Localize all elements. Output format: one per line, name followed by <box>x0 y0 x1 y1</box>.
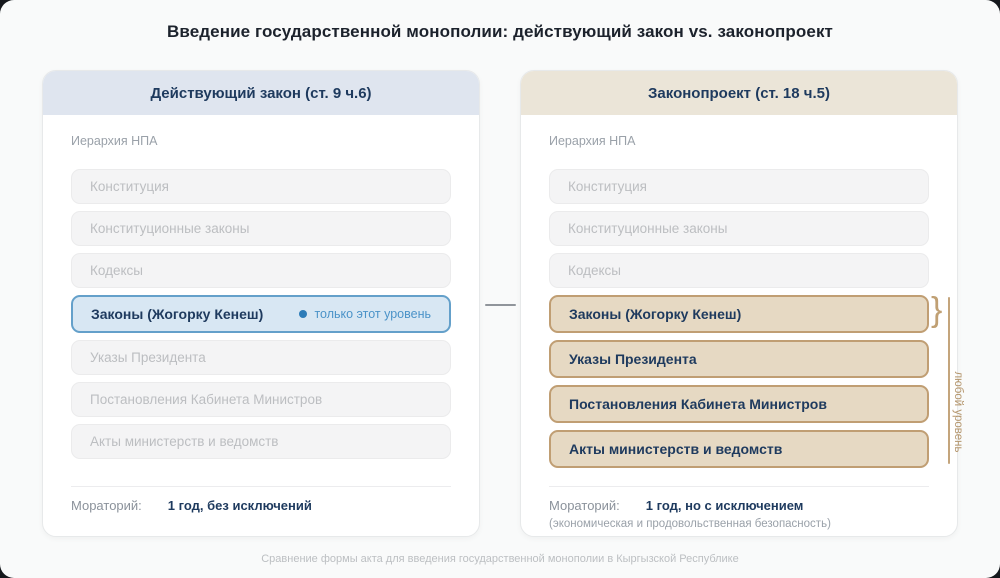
list-item-label: Конституционные законы <box>568 221 728 236</box>
list-item-ministry-acts-highlighted <box>549 430 929 468</box>
list-item-constitutional-laws <box>71 211 451 246</box>
list-item-label: Конституционные законы <box>90 221 250 236</box>
moratorium-note: (экономическая и продовольственная безопасность) <box>549 518 831 530</box>
list-item-codes <box>549 253 929 288</box>
any-level-label: любой уровень <box>952 371 964 453</box>
hierarchy-label: Иерархия НПА <box>549 134 636 148</box>
list-item-label: Акты министерств и ведомств <box>90 434 279 449</box>
moratorium-value: 1 год, но с исключением <box>645 498 804 513</box>
list-item-label: Конституция <box>90 179 169 194</box>
list-item-cabinet-resolutions-highlighted <box>549 385 929 423</box>
list-item-label: Кодексы <box>90 263 143 278</box>
moratorium-row <box>71 498 312 513</box>
list-item-label: Указы Президента <box>90 350 206 365</box>
list-item-label: Конституция <box>568 179 647 194</box>
list-item-ministry-acts <box>71 424 451 459</box>
list-item-presidential-decrees-highlighted <box>549 340 929 378</box>
list-item-label: Указы Президента <box>569 351 697 367</box>
list-item-label: Законы (Жогорку Кенеш) <box>569 306 742 322</box>
list-item-presidential-decrees <box>71 340 451 375</box>
list-item-label: Законы (Жогорку Кенеш) <box>91 306 264 322</box>
current-law-panel-title: Действующий закон (ст. 9 ч.6) <box>43 71 479 115</box>
current-law-panel <box>42 70 480 537</box>
draft-law-panel-body <box>521 115 957 468</box>
list-item-constitutional-laws <box>549 211 929 246</box>
current-law-panel-body <box>43 115 479 459</box>
bullet-dot-icon <box>299 310 307 318</box>
list-item-cabinet-resolutions <box>71 382 451 417</box>
moratorium-row <box>549 498 803 513</box>
page-footer-caption: Сравнение формы акта для введения государственной монополии в Кыргызской Республике <box>261 553 739 565</box>
list-item-label: Кодексы <box>568 263 621 278</box>
list-item-constitution <box>549 169 929 204</box>
list-item-laws-highlighted <box>71 295 451 333</box>
page-title: Введение государственной монополии: действующий закон vs. законопроект <box>167 22 833 41</box>
curly-brace-icon: } <box>931 291 943 329</box>
badge-label: только этот уровень <box>314 307 431 321</box>
list-item-laws-highlighted <box>549 295 929 333</box>
list-item-label: Постановления Кабинета Министров <box>569 396 827 412</box>
only-this-level-badge <box>299 307 431 321</box>
list-item-codes <box>71 253 451 288</box>
list-item-constitution <box>71 169 451 204</box>
moratorium-label: Мораторий: <box>71 498 142 513</box>
panel-divider <box>549 486 929 487</box>
any-level-bracket-line <box>948 297 950 464</box>
moratorium-label: Мораторий: <box>549 498 620 513</box>
draft-law-panel <box>520 70 958 537</box>
moratorium-value: 1 год, без исключений <box>167 498 312 513</box>
connector-dash <box>485 304 516 306</box>
draft-law-panel-title: Законопроект (ст. 18 ч.5) <box>521 71 957 115</box>
list-item-label: Акты министерств и ведомств <box>569 441 783 457</box>
npa-hierarchy-list <box>549 169 929 468</box>
hierarchy-label: Иерархия НПА <box>71 134 158 148</box>
panel-divider <box>71 486 451 487</box>
list-item-label: Постановления Кабинета Министров <box>90 392 323 407</box>
npa-hierarchy-list <box>71 169 451 459</box>
